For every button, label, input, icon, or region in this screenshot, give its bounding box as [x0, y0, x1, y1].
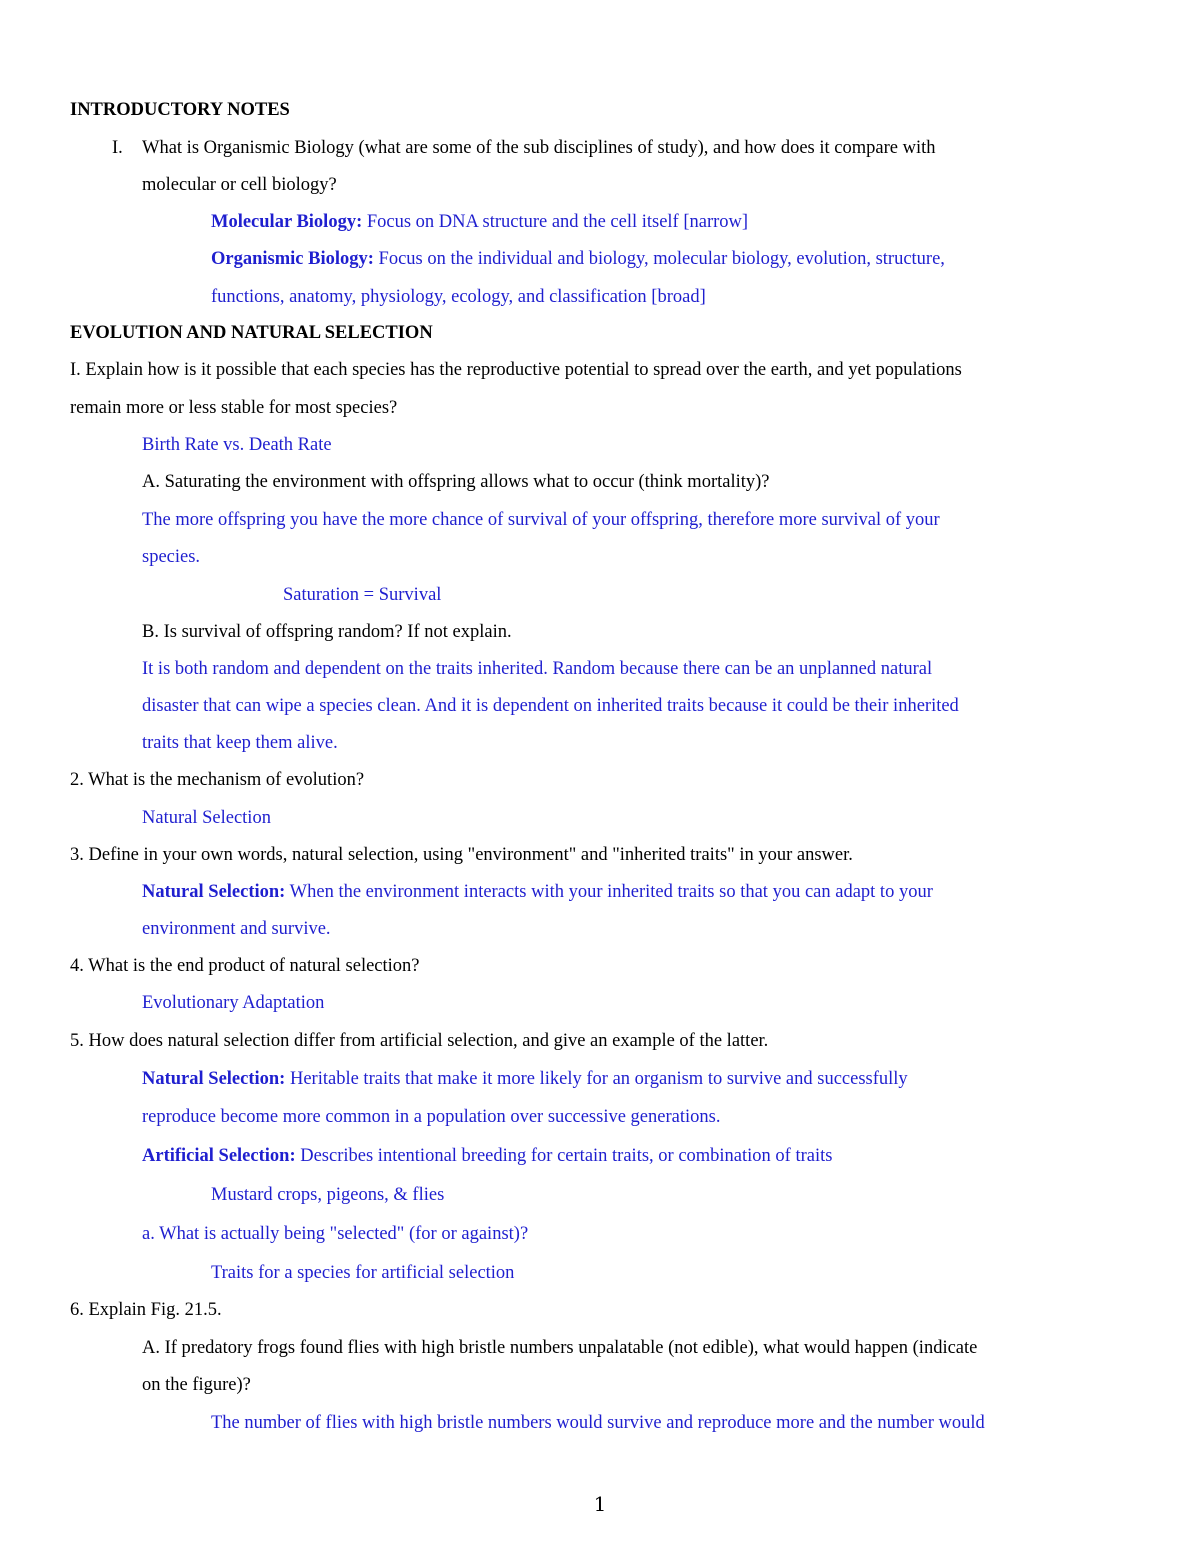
answer-example: Mustard crops, pigeons, & flies	[211, 1185, 445, 1205]
answer-line	[142, 881, 933, 903]
answer-equation: Saturation = Survival	[283, 585, 442, 605]
question-text: molecular or cell biology?	[142, 175, 337, 195]
answer-label: Artificial Selection:	[142, 1146, 296, 1166]
answer-text: Traits for a species for artificial selection	[211, 1263, 515, 1283]
intro-heading: INTRODUCTORY NOTES	[70, 100, 290, 120]
answer-text: traits that keep them alive.	[142, 733, 338, 753]
question-text: 3. Define in your own words, natural selection, using "environment" and "inherited traits" in your answer.	[70, 845, 853, 865]
page-number: 1	[593, 1492, 607, 1516]
answer-text: Describes intentional breeding for certain traits, or combination of traits	[295, 1146, 833, 1166]
answer-text: It is both random and dependent on the traits inherited. Random because there can be an unplanned natural	[142, 659, 933, 679]
answer-text: Evolutionary Adaptation	[142, 993, 325, 1013]
answer-text: Focus on the individual and biology, molecular biology, evolution, structure,	[373, 249, 945, 269]
answer-label: Natural Selection:	[142, 882, 286, 902]
answer-text: Natural Selection	[142, 808, 271, 828]
question-text: 6. Explain Fig. 21.5.	[70, 1300, 222, 1320]
answer-text: reproduce become more common in a population over successive generations.	[142, 1107, 721, 1127]
answer-text: Focus on DNA structure and the cell itself [narrow]	[362, 212, 749, 232]
question-text: A. Saturating the environment with offspring allows what to occur (think mortality)?	[142, 472, 770, 492]
answer-text: species.	[142, 547, 201, 567]
question-text: remain more or less stable for most species?	[70, 398, 398, 418]
question-text: What is Organismic Biology (what are some of the sub disciplines of study), and how does it compare with	[142, 138, 936, 158]
answer-text: environment and survive.	[142, 919, 331, 939]
answer-text: When the environment interacts with your inherited traits so that you can adapt to your	[285, 882, 933, 902]
answer-line	[142, 1068, 908, 1090]
question-text: 2. What is the mechanism of evolution?	[70, 770, 365, 790]
sub-question-text: a. What is actually being "selected" (for or against)?	[142, 1224, 529, 1244]
question-text: 5. How does natural selection differ from artificial selection, and give an example of the latter.	[70, 1031, 769, 1051]
answer-text: disaster that can wipe a species clean. And it is dependent on inherited traits because it could be their inherited	[142, 696, 959, 716]
answer-label: Molecular Biology:	[211, 212, 363, 232]
question-text: on the figure)?	[142, 1375, 251, 1395]
answer-line	[142, 1145, 832, 1167]
answer-text: Heritable traits that make it more likely for an organism to survive and successfully	[285, 1069, 908, 1089]
question-text: B. Is survival of offspring random? If not explain.	[142, 622, 512, 642]
answer-line	[211, 211, 748, 233]
answer-text: The more offspring you have the more chance of survival of your offspring, therefore more survival of your	[142, 510, 940, 530]
answer-text: The number of flies with high bristle numbers would survive and reproduce more and the number would	[211, 1413, 985, 1433]
question-text: I. Explain how is it possible that each species has the reproductive potential to spread over the earth, and yet populations	[70, 360, 962, 380]
section-heading: EVOLUTION AND NATURAL SELECTION	[70, 323, 433, 343]
answer-label: Organismic Biology:	[211, 249, 374, 269]
question-text: 4. What is the end product of natural selection?	[70, 956, 420, 976]
answer-label: Natural Selection:	[142, 1069, 286, 1089]
answer-text: functions, anatomy, physiology, ecology, and classification [broad]	[211, 287, 706, 307]
question-number: I.	[112, 138, 123, 158]
question-text: A. If predatory frogs found flies with high bristle numbers unpalatable (not edible), what would happen (indicate	[142, 1338, 978, 1358]
answer-line	[211, 248, 945, 270]
answer-text: Birth Rate vs. Death Rate	[142, 435, 332, 455]
